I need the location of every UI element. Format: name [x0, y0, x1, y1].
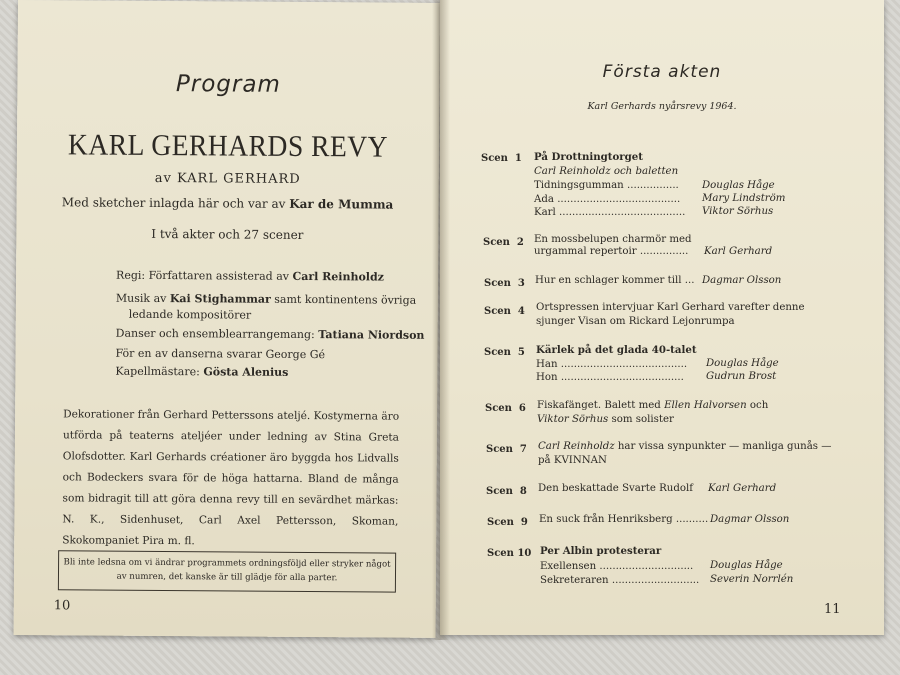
- cast-name: Karl Gerhard: [708, 483, 777, 494]
- sketch-line: [17, 195, 439, 212]
- scene-label: Scen 3: [484, 278, 525, 289]
- cast-name: Douglas Håge: [702, 180, 775, 191]
- book-gutter: [432, 0, 450, 640]
- cast-name: Viktor Sörhus: [537, 414, 609, 425]
- scene-label: Scen 1: [481, 153, 522, 164]
- revue-title: KARL GERHARDS REVY: [67, 128, 389, 164]
- credit-name: Carl Reinholdz: [292, 269, 385, 284]
- scene-label: Scen 7: [486, 444, 527, 455]
- cast-name: Ellen Halvorsen: [664, 400, 747, 411]
- acts-line: I två akter och 27 scener: [151, 226, 304, 242]
- cast-name: Mary Lindström: [702, 193, 786, 204]
- scene-title: På Drottningtorget: [534, 151, 643, 163]
- credit-conductor: [115, 365, 288, 379]
- scene-line: sjunger Visan om Rickard Lejonrumpa: [536, 316, 735, 327]
- acknowledgements-paragraph: Dekorationer från Gerhard Petterssons ateljé. Kostymerna äro utförda på teaterns ateljéer under ledning av Stina Greta Olofsdotter. Karl Gerhards créationer äro byggda hos Lidvalls och Bodeckers svara för de höga hattarna. Bland de många som bidragit till att göra denna revy till en sevärdhet märkas: N. K., Sidenhuset, Carl Axel Pettersson, Skoman, Skokompaniet Pira m. fl.: [62, 408, 400, 548]
- scene-line: Karl .......................................: [534, 207, 686, 218]
- scene-title-text: har vissa synpunkter — manliga gunås —: [617, 441, 832, 452]
- scene-title: [537, 400, 768, 411]
- scene-line: Tidningsgumman ................: [534, 180, 679, 191]
- credit-dance: [116, 327, 425, 342]
- act-heading: Första akten: [602, 62, 722, 82]
- author-prefix: av: [154, 170, 172, 187]
- author-line: [17, 170, 439, 188]
- scene-line: Hon ......................................: [536, 372, 684, 383]
- scene-title-text: Fiskafänget. Balett med: [537, 400, 661, 411]
- credit-name: Gösta Alenius: [203, 365, 289, 379]
- credit-name: Tatiana Niordson: [318, 328, 425, 342]
- scene-label: Scen 8: [486, 486, 527, 497]
- sketch-author: Kar de Mumma: [289, 196, 394, 212]
- scene-line: Exellensen .............................: [540, 561, 694, 572]
- credit-name: Kai Stighammar: [169, 292, 271, 306]
- scene-title: Ortspressen intervjuar Karl Gerhard varefter denne: [536, 302, 805, 313]
- scene-line: Sekreteraren ...........................: [540, 575, 700, 586]
- scene-title: Hur en schlager kommer till ...: [535, 275, 695, 286]
- cast-name: Dagmar Olsson: [702, 275, 782, 286]
- credit-direction: [116, 269, 384, 284]
- credit-label: Danser och ensemblearrangemang:: [115, 326, 315, 342]
- scene-title: [538, 441, 831, 452]
- scene-title: En suck från Henriksberg ..........: [539, 514, 709, 525]
- program-heading: Program: [175, 71, 281, 98]
- scene-line: [537, 414, 674, 425]
- scene-title: Den beskattade Svarte Rudolf: [538, 483, 694, 494]
- cast-name: Severin Norrlén: [710, 574, 794, 585]
- right-page: [440, 0, 884, 635]
- notice-line: av numren, det kanske är till glädje för alla parter.: [116, 571, 338, 584]
- scene-line: Han .......................................: [536, 359, 688, 370]
- cast-name: Carl Reinholdz: [538, 441, 615, 452]
- scene-line: Carl Reinholdz och baletten: [534, 166, 679, 177]
- scene-title: En mossbelupen charmör med: [534, 234, 692, 245]
- scene-line: på KVINNAN: [538, 455, 607, 466]
- scene-label: Scen 6: [485, 403, 526, 414]
- scene-title: Per Albin protesterar: [540, 545, 662, 557]
- cast-name: Karl Gerhard: [704, 246, 773, 257]
- page-number-right: 11: [824, 602, 841, 617]
- cast-name: Dagmar Olsson: [710, 514, 790, 525]
- scene-title: Kärlek på det glada 40-talet: [536, 344, 697, 356]
- cast-name: Gudrun Brost: [706, 371, 777, 382]
- scene-label: Scen 5: [484, 347, 525, 358]
- notice-box: [58, 550, 396, 592]
- credit-dance-one: För en av danserna svarar George Gé: [115, 346, 326, 362]
- cast-name: Douglas Håge: [706, 358, 779, 369]
- left-page: [14, 0, 440, 638]
- credit-rest: samt kontinentens övriga: [274, 292, 417, 307]
- sketch-line-text: Med sketcher inlagda här och var av: [61, 195, 286, 211]
- act-subtitle: Karl Gerhards nyårsrevy 1964.: [587, 101, 737, 112]
- credit-label: Kapellmästare:: [115, 364, 200, 379]
- scene-conj: och: [749, 400, 769, 411]
- scene-label: Scen 9: [487, 517, 528, 528]
- cast-name: Douglas Håge: [710, 560, 783, 571]
- scene-label: Scen 4: [484, 306, 525, 317]
- credit-label: Musik av: [115, 291, 167, 306]
- cast-name: Viktor Sörhus: [702, 206, 774, 217]
- credit-label: Regi: Författaren assisterad av: [116, 268, 290, 283]
- page-number-left: 10: [53, 598, 71, 614]
- scene-line-text: som solister: [611, 414, 674, 425]
- scene-label: Scen 10: [487, 548, 532, 559]
- scene-line: Ada ......................................: [534, 194, 681, 205]
- author-name: KARL GERHARD: [176, 171, 301, 187]
- credit-music: [116, 292, 416, 307]
- scene-line: urgammal repertoir ...............: [534, 246, 689, 257]
- scene-label: Scen 2: [483, 237, 524, 248]
- notice-line: Bli inte ledsna om vi ändrar programmets ordningsföljd eller stryker något: [63, 557, 391, 570]
- credit-music-cont: ledande kompositörer: [128, 307, 252, 322]
